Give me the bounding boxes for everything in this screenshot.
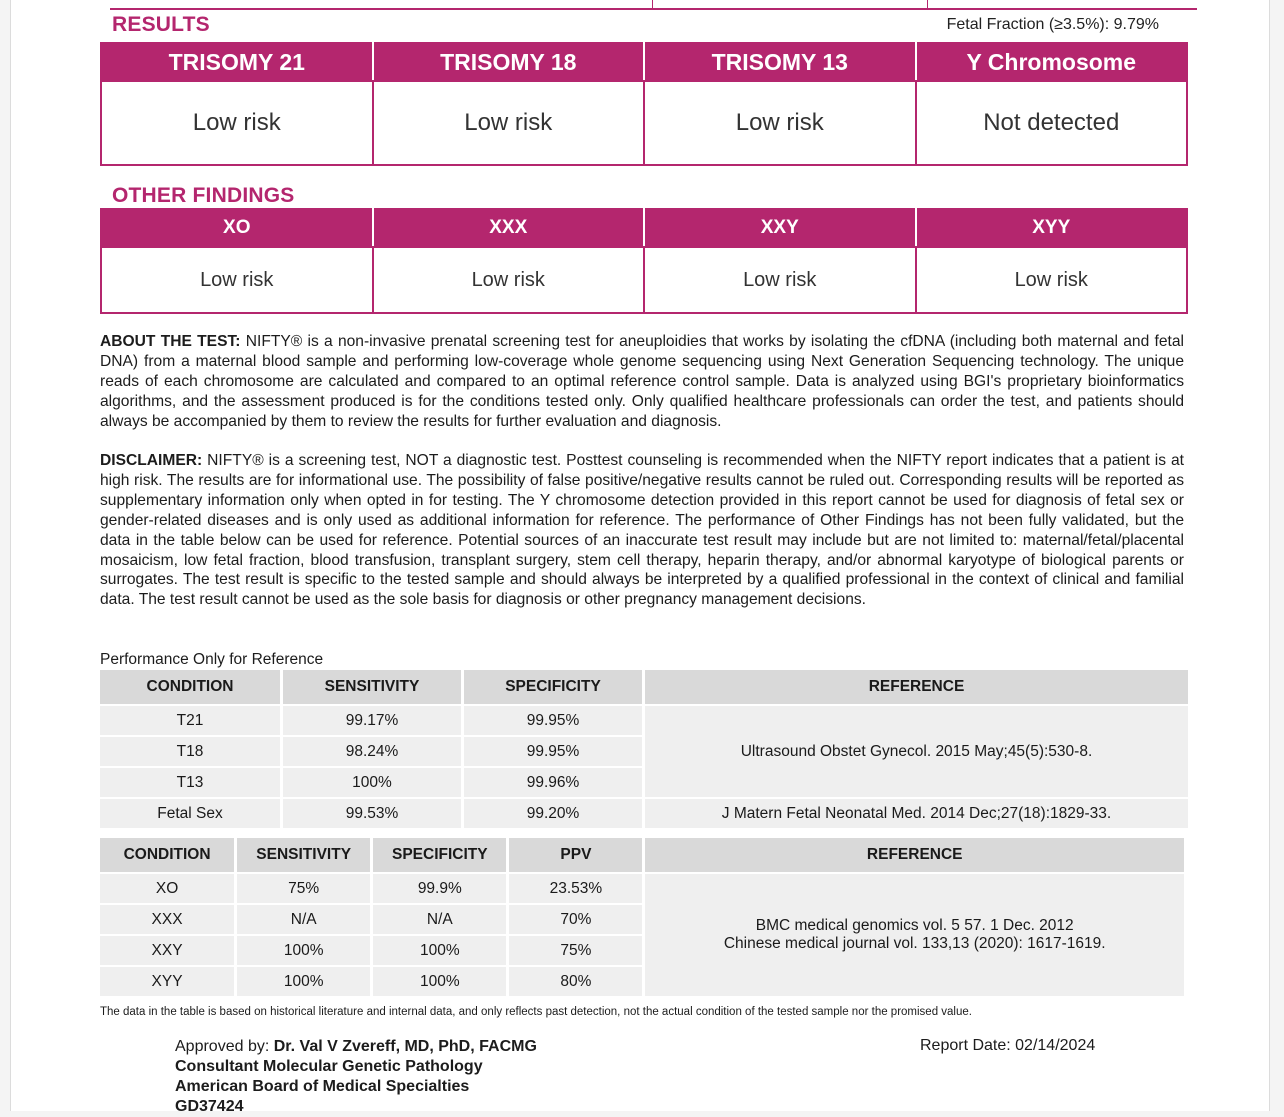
cell-specificity: 99.20% <box>464 799 642 828</box>
performance-table-trisomy <box>97 668 1191 830</box>
header-xxx: XXX <box>373 209 645 247</box>
p2-header-condition: CONDITION <box>100 838 234 872</box>
other-findings-title: OTHER FINDINGS <box>112 184 295 207</box>
results-title: RESULTS <box>112 13 210 36</box>
cell-specificity: 100% <box>373 936 506 965</box>
cell-ppv: 75% <box>509 936 642 965</box>
result-trisomy-18: Low risk <box>373 81 645 165</box>
cell-specificity: N/A <box>373 905 506 934</box>
header-y-chromosome: Y Chromosome <box>916 43 1188 81</box>
header-trisomy-18: TRISOMY 18 <box>373 43 645 81</box>
p2-header-reference: REFERENCE <box>645 838 1184 872</box>
disclaimer-label: DISCLAIMER: <box>100 452 203 469</box>
cell-reference-fetal-sex: J Matern Fetal Neonatal Med. 2014 Dec;27(18):1829-33. <box>645 799 1188 828</box>
table-row <box>100 799 1188 828</box>
cell-sensitivity: 98.24% <box>283 737 461 766</box>
results-table <box>100 42 1188 166</box>
cell-sensitivity: 100% <box>237 967 370 996</box>
cell-specificity: 99.96% <box>464 768 642 797</box>
about-the-test <box>100 332 1184 432</box>
approved-by-label: Approved by: <box>175 1038 274 1055</box>
table-divider <box>927 0 928 8</box>
other-findings-table <box>100 208 1188 314</box>
cell-condition: XXX <box>100 905 234 934</box>
result-y-chromosome: Not detected <box>916 81 1188 165</box>
result-xyy: Low risk <box>916 247 1188 313</box>
p1-header-specificity: SPECIFICITY <box>464 670 642 704</box>
performance-table-sex-chromosome <box>97 836 1187 998</box>
fetal-fraction: Fetal Fraction (≥3.5%): 9.79% <box>946 16 1159 33</box>
cell-specificity: 99.9% <box>373 874 506 903</box>
approval-block <box>175 1037 537 1117</box>
cell-sensitivity: 99.53% <box>283 799 461 828</box>
scrollbar[interactable] <box>1278 0 1284 1111</box>
result-xxx: Low risk <box>373 247 645 313</box>
p1-header-reference: REFERENCE <box>645 670 1188 704</box>
cell-sensitivity: 99.17% <box>283 706 461 735</box>
cell-reference-trisomy: Ultrasound Obstet Gynecol. 2015 May;45(5):530-8. <box>645 706 1188 797</box>
cell-ppv: 80% <box>509 967 642 996</box>
cell-specificity: 99.95% <box>464 737 642 766</box>
approver-name: Dr. Val V Zvereff, MD, PhD, FACMG <box>273 1038 537 1055</box>
header-trisomy-21: TRISOMY 21 <box>101 43 373 81</box>
p2-header-sensitivity: SENSITIVITY <box>237 838 370 872</box>
cell-sensitivity: 100% <box>283 768 461 797</box>
cell-ppv: 70% <box>509 905 642 934</box>
about-text: NIFTY® is a non-invasive prenatal screening test for aneuploidies that works by isolating the cfDNA (including both maternal and fetal DNA) from a maternal blood sample and performing low-coverage whole genome sequencing using Next Generation Sequencing technology. The unique reads of each chromosome are calculated and compared to an optimal reference control sample. Data is analyzed using BGI's proprietary bioinformatics algorithms, and the assessment produced is for the conditions tested only. Only qualified healthcare professionals can order the test, and patients should always be accompanied by them to review the results for further evaluation and diagnosis. <box>100 333 1185 430</box>
performance-title: Performance Only for Reference <box>100 651 324 668</box>
result-xxy: Low risk <box>644 247 916 313</box>
cell-condition: XXY <box>100 936 234 965</box>
approver-title: Consultant Molecular Genetic Pathology <box>175 1058 483 1075</box>
cell-condition: XO <box>100 874 234 903</box>
disclaimer-text: NIFTY® is a screening test, NOT a diagnostic test. Posttest counseling is recommended when the NIFTY report indicates that a patient is at high risk. The results are for informational use. The possibility of false positive/negative results cannot be ruled out. Corresponding results will be reported as supplementary information only when opted in for testing. The Y chromosome detection provided in this report cannot be used for diagnosis of fetal sex or gender-related diseases and is only used as additional information for reference. The performance of Other Findings has not been fully validated, but the data in the table below can be used for reference. Potential sources of an inaccurate test result may include but are not limited to: maternal/fetal/placental mosaicism, low fetal fraction, blood transfusion, transplant surgery, stem cell therapy, heparin therapy, and/or abnormal karyotype of biological parents or surrogates. The test result is specific to the tested sample and should always be interpreted by a qualified professional in the context of clinical and familial data. The test result cannot be used as the sole basis for diagnosis or other pregnancy management decisions. <box>100 452 1184 609</box>
cell-ppv: 23.53% <box>509 874 642 903</box>
report-date: Report Date: 02/14/2024 <box>920 1037 1096 1054</box>
approver-board: American Board of Medical Specialties <box>175 1078 470 1095</box>
cell-condition: T13 <box>100 768 280 797</box>
footnote: The data in the table is based on historical literature and internal data, and only reflects past detection, not the actual condition of the tested sample nor the promised value. <box>100 1006 972 1018</box>
cell-condition: T18 <box>100 737 280 766</box>
table-divider <box>652 0 653 8</box>
reference-line-2: Chinese medical journal vol. 133,13 (2020): 1617-1619. <box>723 935 1106 952</box>
header-xyy: XYY <box>916 209 1188 247</box>
cell-specificity: 100% <box>373 967 506 996</box>
result-xo: Low risk <box>101 247 373 313</box>
result-trisomy-13: Low risk <box>644 81 916 165</box>
table-row <box>100 706 1188 735</box>
cell-sensitivity: 75% <box>237 874 370 903</box>
table-row <box>100 874 1184 903</box>
cell-condition: Fetal Sex <box>100 799 280 828</box>
previous-table-bottom <box>110 0 1197 10</box>
cell-sensitivity: N/A <box>237 905 370 934</box>
p2-header-specificity: SPECIFICITY <box>373 838 506 872</box>
cell-condition: XYY <box>100 967 234 996</box>
cell-condition: T21 <box>100 706 280 735</box>
about-label: ABOUT THE TEST: <box>100 333 241 350</box>
cell-sensitivity: 100% <box>237 936 370 965</box>
report-page <box>10 0 1270 1115</box>
p2-header-ppv: PPV <box>509 838 642 872</box>
p1-header-condition: CONDITION <box>100 670 280 704</box>
cell-specificity: 99.95% <box>464 706 642 735</box>
result-trisomy-21: Low risk <box>101 81 373 165</box>
p1-header-sensitivity: SENSITIVITY <box>283 670 461 704</box>
header-trisomy-13: TRISOMY 13 <box>644 43 916 81</box>
header-xo: XO <box>101 209 373 247</box>
header-xxy: XXY <box>644 209 916 247</box>
disclaimer <box>100 451 1184 610</box>
reference-line-1: BMC medical genomics vol. 5 57. 1 Dec. 2012 <box>755 917 1074 934</box>
approver-id: GD37424 <box>175 1098 244 1115</box>
cell-reference-sex-chromosome <box>645 874 1184 996</box>
